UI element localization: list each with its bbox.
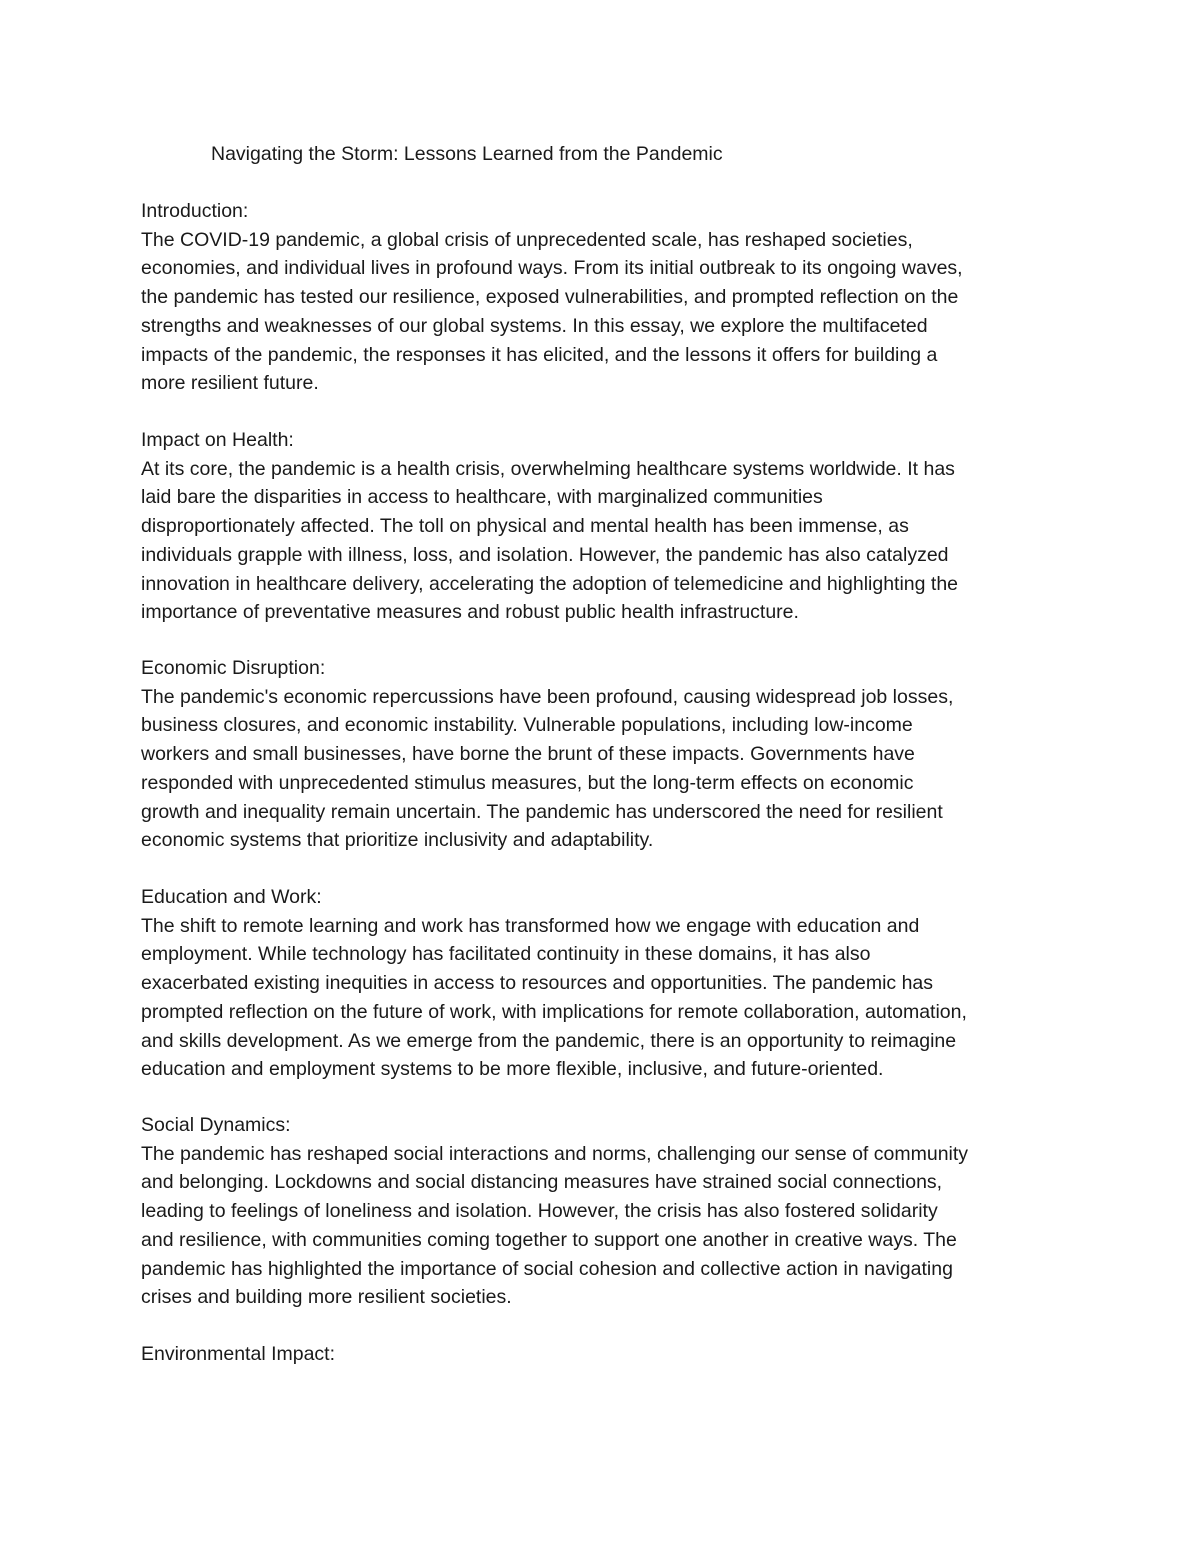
paragraph-line: workers and small businesses, have borne the brunt of these impacts. Governments have xyxy=(141,743,915,766)
paragraph-line: growth and inequality remain uncertain. The pandemic has underscored the need for resilient xyxy=(141,800,943,823)
paragraph-line: innovation in healthcare delivery, accelerating the adoption of telemedicine and highlighting the xyxy=(141,572,959,595)
section-social-dynamics xyxy=(141,1111,1101,1312)
section-impact-on-health xyxy=(141,426,1101,627)
paragraph-line: and resilience, with communities coming together to support one another in creative ways. The xyxy=(141,1228,957,1251)
paragraph-line: prompted reflection on the future of work, with implications for remote collaboration, automation, xyxy=(141,1000,967,1023)
paragraph-line: impacts of the pandemic, the responses it has elicited, and the lessons it offers for building a xyxy=(141,343,938,366)
paragraph-line: economic systems that prioritize inclusivity and adaptability. xyxy=(141,829,654,852)
section-heading: Introduction: xyxy=(141,200,249,222)
paragraph-line: At its core, the pandemic is a health crisis, overwhelming healthcare systems worldwide. It has xyxy=(141,457,955,480)
section-introduction xyxy=(141,197,1101,398)
paragraph-line: and belonging. Lockdowns and social distancing measures have strained social connections, xyxy=(141,1171,943,1194)
paragraph-line: strengths and weaknesses of our global systems. In this essay, we explore the multifaceted xyxy=(141,314,928,337)
section-heading: Education and Work: xyxy=(141,886,322,908)
paragraph-line: The COVID-19 pandemic, a global crisis of unprecedented scale, has reshaped societies, xyxy=(141,228,913,251)
paragraph-line: economies, and individual lives in profound ways. From its initial outbreak to its ongoing waves, xyxy=(141,257,963,280)
paragraph-line: employment. While technology has facilitated continuity in these domains, it has also xyxy=(141,943,871,966)
paragraph-line: The pandemic's economic repercussions have been profound, causing widespread job losses, xyxy=(141,685,954,708)
section-heading: Social Dynamics: xyxy=(141,1114,291,1136)
section-education-and-work xyxy=(141,883,1101,1084)
section-heading: Impact on Health: xyxy=(141,429,294,451)
paragraph-line: The pandemic has reshaped social interactions and norms, challenging our sense of community xyxy=(141,1142,969,1165)
paragraph-line: exacerbated existing inequities in access to resources and opportunities. The pandemic has xyxy=(141,972,934,995)
paragraph-line: leading to feelings of loneliness and isolation. However, the crisis has also fostered solidarity xyxy=(141,1200,938,1223)
section-economic-disruption xyxy=(141,654,1101,855)
paragraph-line: pandemic has highlighted the importance of social cohesion and collective action in navigating xyxy=(141,1257,953,1280)
section-environmental-impact xyxy=(141,1340,1101,1369)
paragraph-line: more resilient future. xyxy=(141,372,319,395)
paragraph-line: crises and building more resilient societies. xyxy=(141,1286,512,1309)
paragraph-line: and skills development. As we emerge from the pandemic, there is an opportunity to reimagine xyxy=(141,1029,957,1052)
paragraph-line: the pandemic has tested our resilience, exposed vulnerabilities, and prompted reflection on the xyxy=(141,286,959,309)
document-title: Navigating the Storm: Lessons Learned from the Pandemic xyxy=(211,143,723,165)
paragraph-line: laid bare the disparities in access to healthcare, with marginalized communities xyxy=(141,486,823,509)
paragraph-line: business closures, and economic instability. Vulnerable populations, including low-income xyxy=(141,714,913,737)
paragraph-line: The shift to remote learning and work has transformed how we engage with education and xyxy=(141,914,920,937)
paragraph-line: individuals grapple with illness, loss, and isolation. However, the pandemic has also catalyzed xyxy=(141,543,949,566)
paragraph-line: importance of preventative measures and robust public health infrastructure. xyxy=(141,601,799,624)
section-heading: Environmental Impact: xyxy=(141,1343,336,1365)
paragraph-line: education and employment systems to be more flexible, inclusive, and future-oriented. xyxy=(141,1058,884,1081)
section-heading: Economic Disruption: xyxy=(141,657,326,679)
paragraph-line: disproportionately affected. The toll on physical and mental health has been immense, as xyxy=(141,515,909,538)
paragraph-line: responded with unprecedented stimulus measures, but the long-term effects on economic xyxy=(141,771,914,794)
